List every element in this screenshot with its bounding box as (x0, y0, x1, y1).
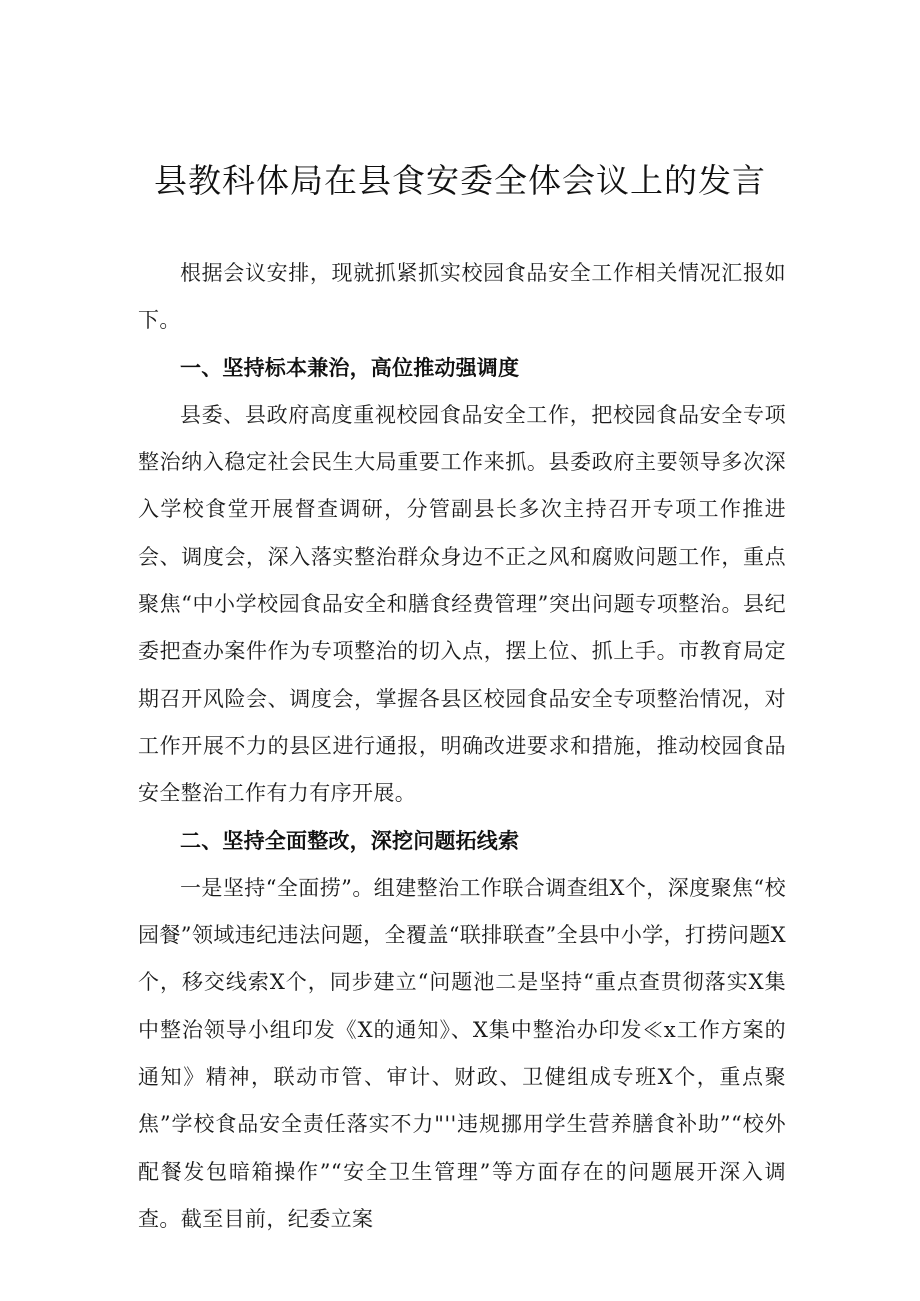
intro-paragraph: 根据会议安排，现就抓紧抓实校园食品安全工作相关情况汇报如下。 (138, 261, 786, 333)
document-body (138, 250, 786, 1243)
section-paragraph-2: 一是坚持“全面捞”。组建整治工作联合调查组X个，深度聚焦“校园餐”领域违纪违法问题，全覆盖“联排联查”全县中小学，打捞问题X个，移交线索X个，同步建立“问题池二是坚持“重点查贯彻落实X集中整治领导小组印发《X的通知》、X集中整治办印发≪x工作方案的通知》精神，联动市管、审计、财政、卫健组成专班X个，重点聚焦”学校食品安全责任落实不力"''违规挪用学生营养膳食补助”“校外配餐发包暗箱操作”“安全卫生管理”等方面存在的问题展开深入调查。截至目前，纪委立案 (138, 875, 786, 1231)
section-paragraph-1: 县委、县政府高度重视校园食品安全工作，把校园食品安全专项整治纳入稳定社会民生大局重要工作来抓。县委政府主要领导多次深入学校食堂开展督查调研，分管副县长多次主持召开专项工作推进会、调度会，深入落实整治群众身边不正之风和腐败问题工作，重点聚焦“中小学校园食品安全和膳食经费管理”突出问题专项整治。县纪委把查办案件作为专项整治的切入点，摆上位、抓上手。市教育局定期召开风险会、调度会，掌握各县区校园食品安全专项整治情况，对工作开展不力的县区进行通报，明确改进要求和措施，推动校园食品安全整治工作有力有序开展。 (138, 402, 786, 806)
section-heading-2: 二、坚持全面整改，深挖问题拓线索 (180, 828, 520, 853)
document-title: 县教科体局在县食安委全体会议上的发言 (154, 161, 766, 200)
section-heading-1: 一、坚持标本兼治，高位推动强调度 (180, 355, 520, 380)
